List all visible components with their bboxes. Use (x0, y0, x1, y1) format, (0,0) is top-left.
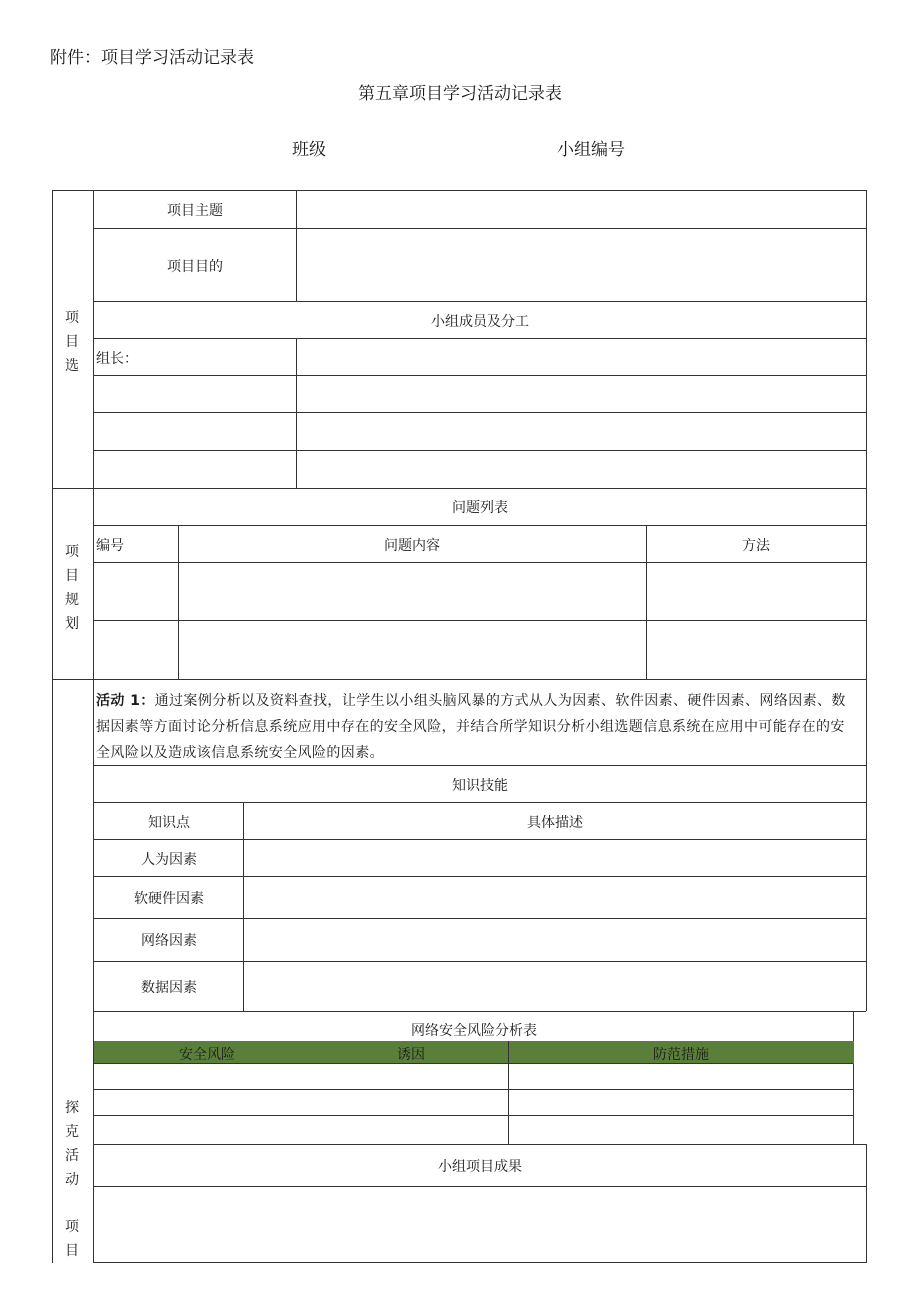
group-results-header: 小组项目成果 (438, 1159, 522, 1175)
factor-human: 人为因素 (141, 852, 197, 868)
document-title: 第五章项目学习活动记录表 (358, 84, 562, 104)
factor-hardware-software: 软硬件因素 (134, 891, 204, 907)
activity-1-text: 通过案例分析以及资料查找，让学生以小组头脑风暴的方式从人为因素、软件因素、硬件因素、网络因素、数据因素等方面讨论分析信息系统应用中存在的安全风险，并结合所学知识分析小组选题信息系统在应用中可能存在的安全风险以及造成该信息系统安全风险的因素。 (96, 693, 846, 761)
col-knowledge-header: 知识点 (148, 815, 190, 831)
group-leader-label: 组长： (96, 351, 138, 367)
group-number-label: 小组编号 (557, 140, 625, 160)
section1-side-label: 项 目 选 (65, 310, 79, 374)
group-leader-field[interactable] (297, 339, 865, 374)
risk-col-cause: 诱因 (397, 1047, 425, 1063)
risk-col-measures: 防范措施 (653, 1047, 709, 1063)
project-purpose-label: 项目目的 (167, 259, 223, 275)
risk-col-risk: 安全风险 (179, 1047, 235, 1063)
factor-data: 数据因素 (141, 980, 197, 996)
col-content-header: 问题内容 (384, 538, 440, 554)
class-label: 班级 (292, 140, 326, 160)
project-purpose-field[interactable] (297, 229, 865, 300)
section2-side-label: 项 目 规 划 (65, 544, 79, 632)
col-method-header: 方法 (742, 538, 770, 554)
factor-network: 网络因素 (141, 933, 197, 949)
project-topic-field[interactable] (297, 191, 865, 227)
skills-header: 知识技能 (452, 778, 508, 794)
section3-side-label: 探 克 活 动 (65, 1100, 79, 1188)
activity-1-prefix: 活动 1： (96, 693, 155, 709)
members-header: 小组成员及分工 (431, 314, 529, 330)
attachment-heading: 附件：项目学习活动记录表 (50, 48, 254, 68)
section3-side-label-continued: 项 目 (65, 1219, 79, 1259)
group-results-field[interactable] (94, 1187, 865, 1261)
col-number-header: 编号 (96, 538, 124, 554)
project-topic-label: 项目主题 (167, 203, 223, 219)
problem-list-header: 问题列表 (452, 500, 508, 516)
activity-1-description (96, 688, 858, 766)
col-description-header: 具体描述 (527, 815, 583, 831)
risk-table-title: 网络安全风险分析表 (411, 1023, 537, 1039)
